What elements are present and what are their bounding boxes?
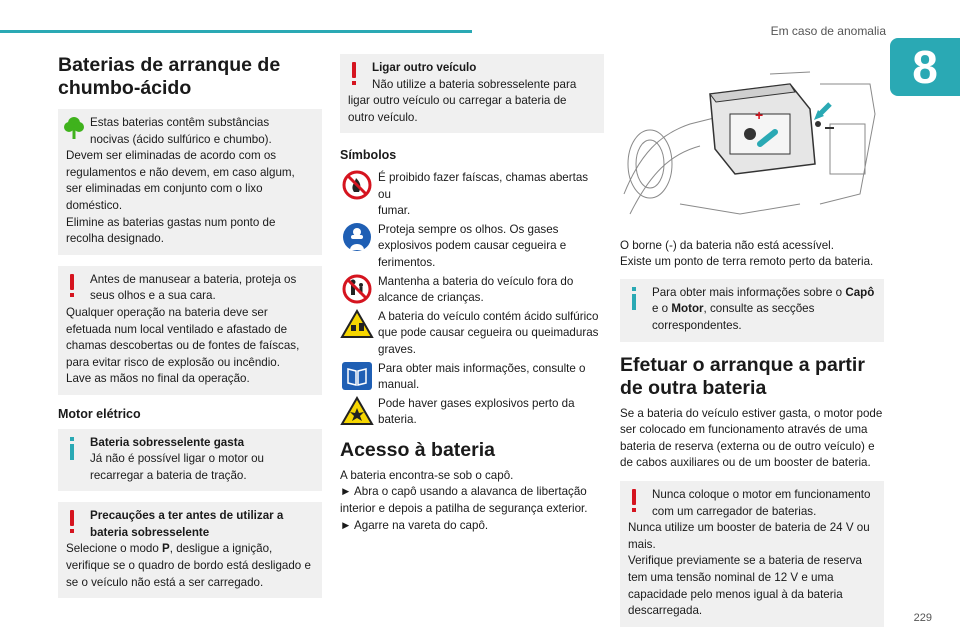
page-number: 229 <box>913 612 932 624</box>
svg-text:+: + <box>755 107 764 123</box>
precaution-text-b: , desligue a ignição, verifique se o quadro de bordo está desligado e se o veículo não está a ser carregado. <box>66 542 311 589</box>
chapter-tab: 8 <box>890 38 960 96</box>
manual-icon <box>340 361 374 391</box>
info-ref-b: e o <box>652 302 672 316</box>
warning-icon <box>629 489 638 515</box>
warn-line-2: seus olhos e a sua cara. <box>90 289 216 303</box>
jump-warn-1: Nunca coloque o motor em funcionamento <box>652 487 871 501</box>
symbol-row <box>340 274 604 307</box>
precaution-title-b: bateria sobresselente <box>90 525 210 539</box>
warning-note-precautions <box>58 502 322 598</box>
precaution-text <box>66 541 314 591</box>
info-icon <box>629 287 638 313</box>
column-right <box>620 54 884 638</box>
symbol-text-a: Pode haver gases explosivos perto da <box>378 396 575 410</box>
recycle-line-4: Elimine as baterias gastas num ponto de recolha designado. <box>66 215 276 246</box>
warning-icon <box>67 510 76 536</box>
symbol-text-b: explosivos podem causar cegueira e ferimentos. <box>378 239 567 269</box>
symbol-text-a: Mantenha a bateria do veículo fora do <box>378 274 574 288</box>
symbol-text-a: Proteja sempre os olhos. Os gases <box>378 222 559 236</box>
access-line-2: ► Abra o capô usando a alavanca de libertação interior e depois a patilha de segurança exterior. <box>340 485 588 516</box>
info-note-spare-battery <box>58 429 322 492</box>
info-ref-capo: Capô <box>845 285 875 299</box>
warn-line-1: Antes de manusear a bateria, proteja os <box>90 272 297 286</box>
symbol-row <box>340 170 604 220</box>
symbol-row <box>340 361 604 394</box>
recycle-tree-icon <box>64 115 84 141</box>
info-ref-motor: Motor <box>671 302 704 316</box>
warning-note-handling <box>58 266 322 395</box>
page-title: Baterias de arranque de chumbo-ácido <box>58 54 281 99</box>
precaution-title-a: Precauções a ter antes de utilizar a <box>90 509 284 523</box>
other-title: Ligar outro veículo <box>372 61 477 74</box>
column-middle <box>340 54 604 534</box>
symbol-text-a: Para obter mais informações, consulte o <box>378 361 586 375</box>
jump-warn-3: Nunca utilize um booster de bateria de 24 V ou mais. <box>628 521 870 551</box>
motor-heading: Motor elétrico <box>58 406 141 421</box>
info-title: Bateria sobresselente gasta <box>90 435 245 449</box>
other-text: Não utilize a bateria sobresselente para ligar outro veículo ou carregar a bateria de outro veículo. <box>348 77 577 124</box>
terminal-line-1: O borne (-) da bateria não está acessível. <box>620 238 834 252</box>
info-icon <box>67 437 76 463</box>
precaution-text-a: Selecione o modo <box>66 542 163 556</box>
info-ref-text <box>628 285 876 302</box>
recycle-line-1: Estas baterias contêm substâncias <box>90 116 270 129</box>
symbols-heading: Símbolos <box>340 148 397 163</box>
warn-line-3: Qualquer operação na bateria deve ser efetuada num local ventilado e afastado de chamas descobertas ou de fontes de faíscas, para evitar risco de explosão ou incêndio. <box>66 305 300 369</box>
recycle-note <box>58 109 322 255</box>
symbol-text-a: A bateria do veículo contém ácido sulfúrico <box>378 309 599 323</box>
warning-note-other-vehicle <box>340 54 604 133</box>
symbol-row <box>340 222 604 272</box>
symbol-row <box>340 309 604 359</box>
symbol-text-b: bateria. <box>378 413 417 427</box>
symbol-row <box>340 396 604 429</box>
symbol-text-b: que pode causar cegueira ou queimaduras graves. <box>378 326 599 356</box>
warn-line-4: Lave as mãos no final da operação. <box>66 372 250 386</box>
access-line-1: A bateria encontra-se sob o capô. <box>340 468 514 482</box>
info-ref-text-2 <box>628 301 876 334</box>
access-title: Acesso à bateria <box>340 438 496 461</box>
column-left <box>58 54 322 609</box>
terminal-line-2: Existe um ponto de terra remoto perto da bateria. <box>620 255 874 269</box>
info-ref-a: Para obter mais informações sobre o <box>652 285 846 299</box>
recycle-line-3: Devem ser eliminadas de acordo com os regulamentos e não devem, em caso algum, ser eliminadas em conjunto com o lixo doméstico. <box>66 149 295 212</box>
warning-note-jump-start <box>620 481 884 627</box>
keep-away-children-icon <box>340 274 374 304</box>
eye-protection-icon <box>340 222 374 252</box>
info-note-references <box>620 279 884 342</box>
jump-warn-4: Verifique previamente se a bateria de reserva tem uma tensão nominal de 12 V e uma capacidade pelo menos igual à da bateria descarregada. <box>628 554 862 618</box>
symbol-text-b: alcance de crianças. <box>378 291 484 305</box>
jump-warn-2: com um carregador de baterias. <box>652 504 817 518</box>
no-flame-icon <box>340 170 374 200</box>
engine-bay-battery-illustration <box>620 54 884 226</box>
info-ref-c: , consulte as secções correspondentes. <box>652 302 815 332</box>
symbol-text-a: É proibido fazer faíscas, chamas abertas ou <box>378 170 589 201</box>
symbol-text-b: fumar. <box>378 204 411 218</box>
explosive-warning-icon <box>340 396 374 426</box>
warning-icon <box>349 62 358 88</box>
acid-warning-icon <box>340 309 374 339</box>
header-accent-bar <box>0 30 472 33</box>
warning-icon <box>67 274 76 300</box>
access-line-3: ► Agarre na vareta do capô. <box>340 518 489 532</box>
jump-start-title: Efetuar o arranque a partir de outra bateria <box>620 353 865 399</box>
precaution-mode: P <box>162 542 170 556</box>
symbol-text-b: manual. <box>378 378 420 392</box>
jump-start-text: Se a bateria do veículo estiver gasta, o motor pode ser colocado em funcionamento através de uma bateria de reserva (externa ou de outro veículo) e de cabos auxiliares ou de um booster de bateria. <box>620 406 883 470</box>
recycle-line-2: nocivas (ácido sulfúrico e chumbo). <box>90 132 272 146</box>
section-title: Em caso de anomalia <box>770 24 886 38</box>
info-text: Já não é possível ligar o motor ou recarregar a bateria de tração. <box>90 452 265 482</box>
